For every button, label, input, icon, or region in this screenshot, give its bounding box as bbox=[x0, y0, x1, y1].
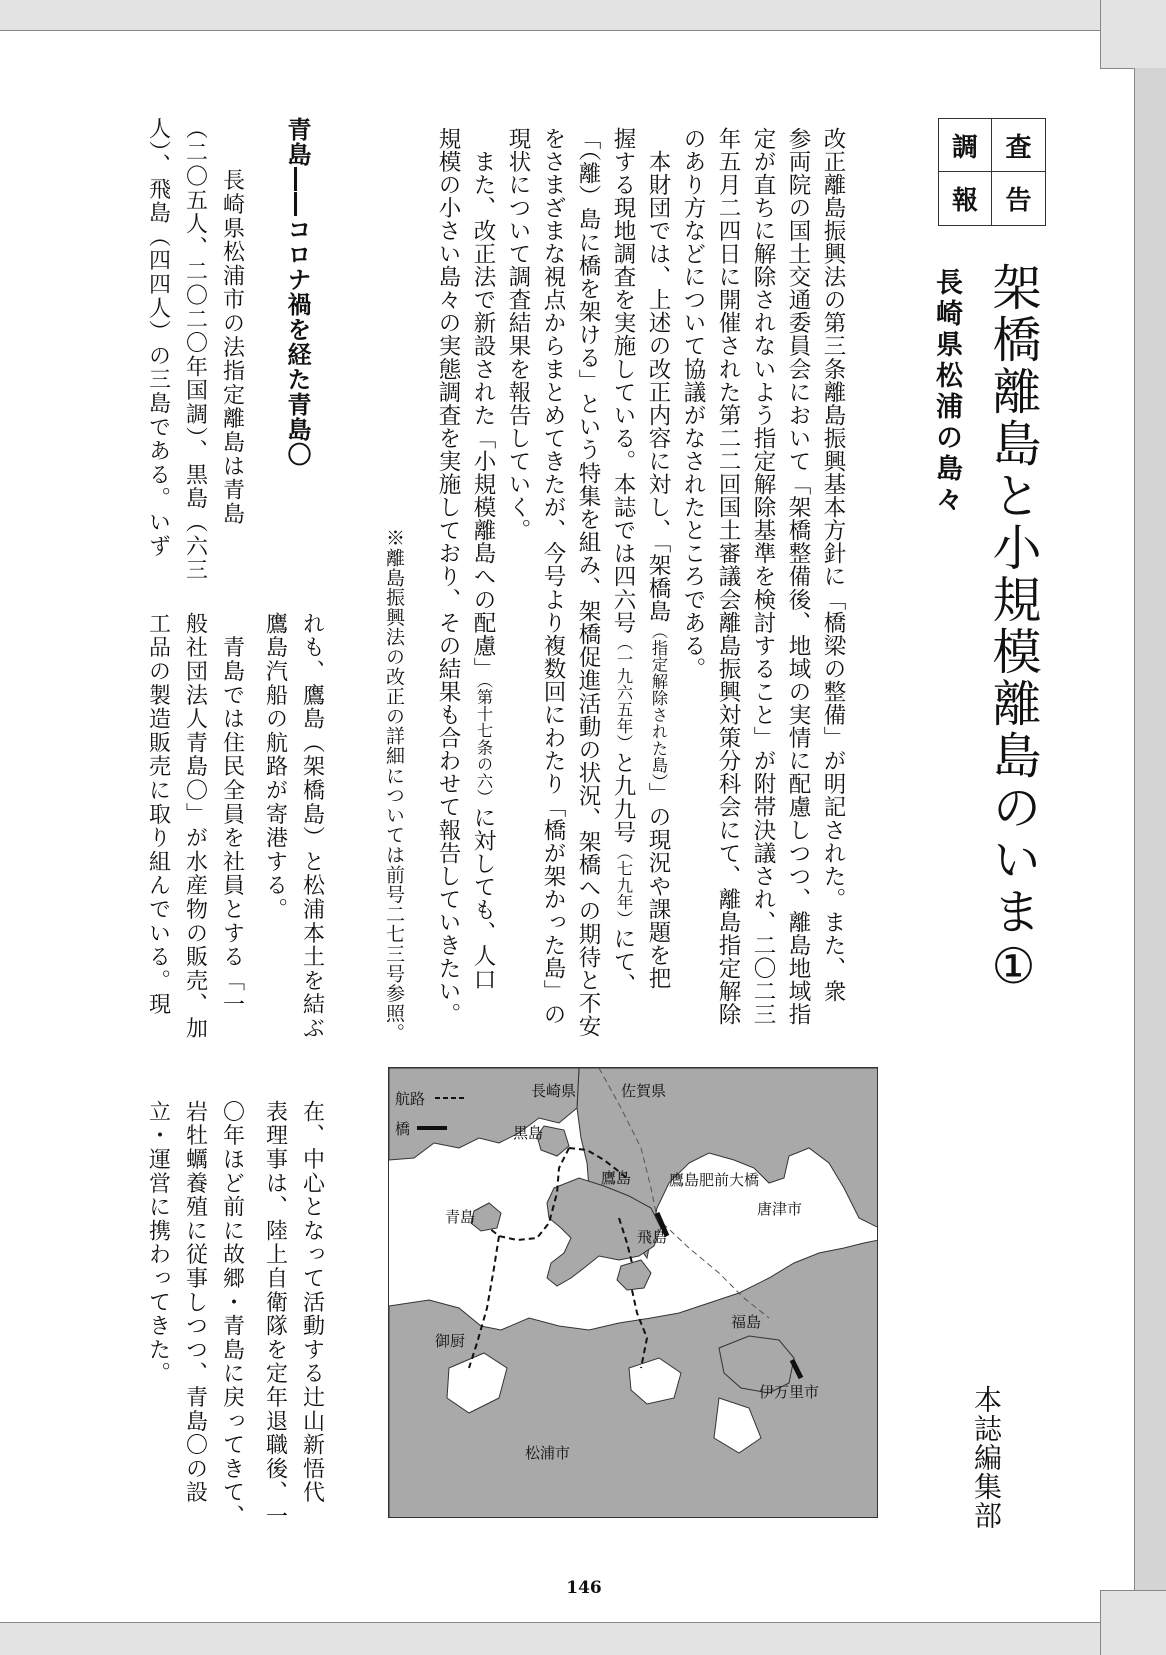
intro-column-6: 本財団では、上述の改正内容に対し、「架橋島（指定解除された島）」の現況や課題を把 bbox=[645, 127, 671, 990]
body-top-column-1: 長崎県松浦市の法指定離島は青島 bbox=[219, 145, 245, 526]
label-tobishima: 飛島 bbox=[637, 1228, 668, 1246]
intro-column-9: をさまざまな視点からまとめてきたが、今号より複数回にわたり「橋が架かった島」の bbox=[540, 127, 566, 1026]
label-aoshima: 青島 bbox=[445, 1208, 476, 1226]
intro-column-10: 現状について調査結果を報告していく。 bbox=[505, 127, 531, 542]
legend-bridge-label: 橋 bbox=[395, 1120, 411, 1138]
body-top-column-3: 人）、飛島（四四人）の三島である。いず bbox=[145, 117, 171, 559]
body-middle-column-5: 工品の製造販売に取り組んでいる。現 bbox=[145, 612, 171, 1017]
area-map bbox=[388, 1067, 878, 1518]
intro-column-4: 年五月二四日に開催された第二二回国土審議会離島振興対策分科会にて、離島指定解除 bbox=[715, 127, 741, 1026]
label-char: 調 bbox=[939, 119, 992, 172]
body-bottom-column-5: 立・運営に携わってきた。 bbox=[145, 1100, 171, 1386]
label-karatsu: 唐津市 bbox=[757, 1200, 803, 1218]
body-middle-column-3: 青島では住民全員を社員とする「一 bbox=[219, 612, 245, 1017]
body-bottom-column-3: 〇年ほど前に故郷・青島に戻ってきて、 bbox=[219, 1100, 245, 1529]
label-matsuura: 松浦市 bbox=[525, 1444, 571, 1462]
body-bottom-column-2: 表理事は、陸上自衛隊を定年退職後、一 bbox=[262, 1100, 288, 1529]
label-mikuriya: 御厨 bbox=[435, 1332, 466, 1350]
label-nagasaki: 長崎県 bbox=[531, 1082, 577, 1100]
label-char: 報 bbox=[939, 172, 992, 225]
article-title: 架橋離島と小規模離島のいま① bbox=[985, 262, 1042, 998]
label-imari: 伊万里市 bbox=[759, 1383, 820, 1401]
report-label-box bbox=[938, 118, 1046, 226]
page-top-band bbox=[0, 0, 1100, 31]
label-kuroshima: 黒島 bbox=[513, 1124, 544, 1142]
page-number: 146 bbox=[566, 1578, 602, 1598]
intro-column-2: 参両院の国土交通委員会において「架橋整備後、地域の実情に配慮しつつ、離島地域指 bbox=[785, 127, 811, 1026]
label-fukushima: 福島 bbox=[731, 1313, 762, 1331]
label-char: 告 bbox=[1005, 186, 1032, 216]
intro-column-5: のあり方などについて協議がなされたところである。 bbox=[680, 127, 706, 681]
body-middle-column-2: 鷹島汽船の航路が寄港する。 bbox=[262, 612, 288, 922]
label-takashima: 鷹島 bbox=[601, 1169, 632, 1187]
body-bottom-column-4: 岩牡蠣養殖に従事しつつ、青島〇の設 bbox=[182, 1100, 208, 1505]
intro-column-8: 「（離）島に橋を架ける」という特集を組み、架橋促進活動の状況、架橋への期待と不安 bbox=[575, 127, 601, 1038]
intro-column-3: 定が直ちに解除されないよう指定解除基準を検討すること」が附帯決議され、二〇二三 bbox=[750, 127, 776, 1026]
intro-column-12: 規模の小さい島々の実態調査を実施しており、その結果も合わせて報告していきたい。 bbox=[435, 127, 461, 1026]
page-top-tab bbox=[1100, 0, 1166, 69]
label-bridge: 鷹島肥前大橋 bbox=[669, 1171, 760, 1189]
body-top-column-2: （二〇五人、二〇二〇年国調）、黒島（六三 bbox=[182, 117, 208, 582]
body-middle-column-1: れも、鷹島（架橋島）と松浦本土を結ぶ bbox=[299, 612, 325, 1041]
intro-column-7: 握する現地調査を実施している。本誌では四六号（一九六五年）と九九号（七九年）にて、 bbox=[610, 127, 636, 997]
label-saga: 佐賀県 bbox=[621, 1082, 667, 1100]
label-char: 査 bbox=[992, 119, 1045, 172]
page-bottom-tab bbox=[1100, 1590, 1166, 1655]
page-right-band bbox=[1134, 68, 1166, 1620]
map-graphic bbox=[389, 1068, 878, 1518]
article-subtitle: 長崎県松浦の島々 bbox=[931, 268, 962, 516]
intro-column-1: 改正離島振興法の第三条離島振興基本方針に「橋梁の整備」が明記された。また、衆 bbox=[820, 127, 846, 1003]
footnote: ※離島振興法の改正の詳細については前号二七三号参照。 bbox=[383, 528, 405, 1043]
section-heading: 青島――コロナ禍を経た青島〇 bbox=[283, 117, 311, 467]
body-middle-column-4: 般社団法人青島〇」が水産物の販売、加 bbox=[182, 612, 208, 1041]
intro-column-11: また、改正法で新設された「小規模離島への配慮」（第十七条の六）に対しても、人口 bbox=[470, 127, 496, 991]
legend-route-label: 航路 bbox=[395, 1090, 426, 1108]
body-bottom-column-1: 在、中心となって活動する辻山新悟代 bbox=[299, 1100, 325, 1505]
page-bottom-band bbox=[0, 1622, 1100, 1655]
article-author: 本誌編集部 bbox=[970, 1385, 1003, 1530]
